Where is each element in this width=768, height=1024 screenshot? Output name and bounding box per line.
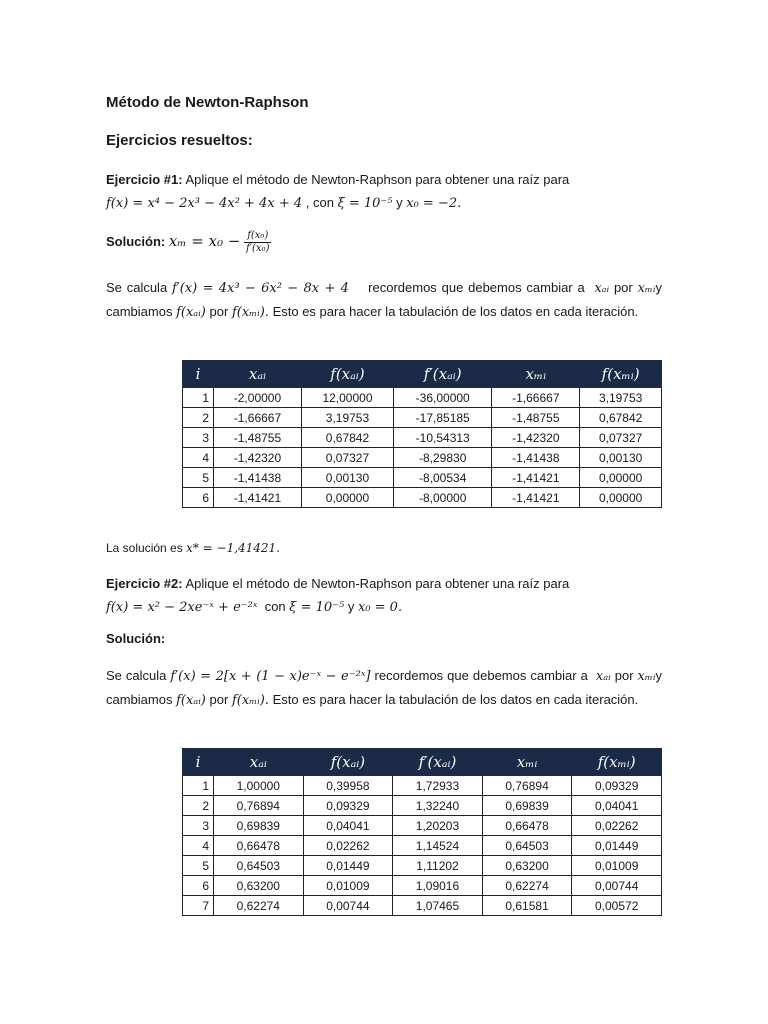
por2-b-text: por — [209, 692, 229, 707]
table-row — [183, 796, 662, 816]
section-title: Ejercicios resueltos: — [106, 132, 253, 149]
page-title: Método de Newton-Raphson — [106, 94, 309, 111]
table-cell: 5 — [183, 468, 214, 488]
table-cell: 0,62274 — [482, 876, 572, 896]
table-cell: 0,76894 — [482, 776, 572, 796]
table-cell: 0,64503 — [482, 836, 572, 856]
table-cell: 0,00000 — [301, 488, 393, 508]
table-cell: 0,00130 — [580, 448, 662, 468]
table-cell: -10,54313 — [394, 428, 492, 448]
table-cell: 0,00744 — [303, 896, 393, 916]
table-cell: 0,66478 — [482, 816, 572, 836]
table-row — [183, 488, 662, 508]
table-row — [183, 388, 662, 408]
table-cell: -8,00000 — [394, 488, 492, 508]
exercise-2-calc — [106, 664, 662, 712]
formula-lhs: xₘ = x₀ − — [168, 231, 241, 250]
table-cell: -1,41438 — [492, 448, 580, 468]
table-cell: -1,41421 — [492, 488, 580, 508]
table-row — [183, 428, 662, 448]
table-cell: 0,67842 — [301, 428, 393, 448]
xa-symbol: xₐᵢ — [594, 281, 610, 296]
table-1-body — [183, 388, 662, 508]
table-cell: -1,41438 — [214, 468, 302, 488]
table-row — [183, 448, 662, 468]
table-row — [183, 836, 662, 856]
table-cell: 3 — [183, 428, 214, 448]
table-cell: 0,01449 — [572, 836, 662, 856]
table-row — [183, 876, 662, 896]
table-cell: 1,11202 — [393, 856, 483, 876]
exercise-1-statement — [106, 168, 662, 215]
table-cell: 0,67842 — [580, 408, 662, 428]
exercise-1-tolerance: ξ = 10⁻⁵ — [337, 196, 393, 211]
table-row — [183, 468, 662, 488]
table-cell: 0,00000 — [580, 468, 662, 488]
derivative2-formula: f′(x) = 2[x + (1 − x)e⁻ˣ − e⁻²ˣ] — [170, 669, 371, 684]
exercise-2-y: y — [347, 599, 355, 614]
exercise-2-label: Ejercicio #2: — [106, 576, 183, 591]
table-row — [183, 856, 662, 876]
table-cell: 0,00130 — [301, 468, 393, 488]
table-cell: 0,09329 — [303, 796, 393, 816]
table-cell: 0,02262 — [572, 816, 662, 836]
table-cell: -1,41421 — [492, 468, 580, 488]
exercise-1-cond: , con — [305, 195, 334, 210]
table-cell: 0,00000 — [580, 488, 662, 508]
table-cell: -8,29830 — [394, 448, 492, 468]
calc-end: Esto es para hacer la tabulación de los datos en cada iteración. — [272, 304, 639, 319]
header-i: i — [183, 361, 214, 388]
table-header-row — [183, 361, 662, 388]
table-cell: 0,04041 — [303, 816, 393, 836]
solution-label: Solución: — [106, 233, 166, 249]
header-xm: xₘᵢ — [482, 749, 572, 776]
header-fxa: f(xₐᵢ) — [303, 749, 393, 776]
table-cell: 0,63200 — [482, 856, 572, 876]
header-xa: xₐᵢ — [214, 361, 302, 388]
table-cell: 0,64503 — [214, 856, 304, 876]
xm-symbol: xₘᵢ — [637, 281, 656, 296]
table-cell: -1,66667 — [492, 388, 580, 408]
header-fxm: f(xₘᵢ) — [580, 361, 662, 388]
table-cell: 4 — [183, 448, 214, 468]
table-cell: -36,00000 — [394, 388, 492, 408]
exercise-2-statement — [106, 572, 662, 619]
cambiamos2-text: y cambiamos — [106, 668, 662, 707]
exercise-2-tolerance: ξ = 10⁻⁵ — [289, 600, 345, 615]
header-fxa: f(xₐᵢ) — [301, 361, 393, 388]
table-row — [183, 776, 662, 796]
table-cell: 0,01009 — [572, 856, 662, 876]
table-cell: 5 — [183, 856, 214, 876]
table-cell: 2 — [183, 408, 214, 428]
header-i: i — [183, 749, 214, 776]
calc-mid: recordemos que debemos cambiar a — [368, 280, 585, 295]
table-cell: -17,85185 — [394, 408, 492, 428]
table-cell: 3,19753 — [580, 388, 662, 408]
exercise-2-cond: con — [264, 599, 286, 614]
table-cell: 1,72933 — [393, 776, 483, 796]
table-cell: 1 — [183, 776, 214, 796]
exercise-1-x0: x₀ = −2. — [406, 196, 462, 211]
table-cell: 1,07465 — [393, 896, 483, 916]
exercise-2-text: Aplique el método de Newton-Raphson para obtener una raíz para — [185, 576, 570, 591]
header-fxm: f(xₘᵢ) — [572, 749, 662, 776]
xa2-symbol: xₐᵢ — [595, 669, 611, 684]
result-value: x* = −1,41421. — [186, 541, 281, 555]
table-cell: -1,48755 — [214, 428, 302, 448]
table-cell: 0,76894 — [214, 796, 304, 816]
table-cell: 0,01449 — [303, 856, 393, 876]
iteration-table-2 — [182, 748, 662, 916]
table-cell: 3 — [183, 816, 214, 836]
table-cell: 0,69839 — [482, 796, 572, 816]
exercise-1-function: f(x) = x⁴ − 2x³ − 4x² + 4x + 4 — [106, 196, 303, 211]
table-row — [183, 816, 662, 836]
por2-a-text: por — [614, 668, 634, 683]
table-cell: 0,00572 — [572, 896, 662, 916]
table-cell: 2 — [183, 796, 214, 816]
formula-numerator: f(x₀) — [244, 230, 271, 243]
table-cell: 0,07327 — [580, 428, 662, 448]
exercise-1-calc — [106, 276, 662, 324]
table-cell: 6 — [183, 488, 214, 508]
table-cell: 0,02262 — [303, 836, 393, 856]
table-header-row — [183, 749, 662, 776]
table-cell: 1 — [183, 388, 214, 408]
table-cell: 3,19753 — [301, 408, 393, 428]
table-cell: 0,07327 — [301, 448, 393, 468]
fxa2-symbol: f(xₐᵢ) — [176, 693, 206, 708]
header-dfxa: f′(xₐᵢ) — [394, 361, 492, 388]
table-cell: -1,42320 — [492, 428, 580, 448]
result-label: La solución es — [106, 541, 183, 555]
table-cell: 12,00000 — [301, 388, 393, 408]
table-cell: 1,14524 — [393, 836, 483, 856]
exercise-1-result — [106, 541, 280, 555]
table-cell: -1,48755 — [492, 408, 580, 428]
formula-fraction — [244, 230, 271, 255]
xm2-symbol: xₘᵢ — [637, 669, 656, 684]
calc2-end: Esto es para hacer la tabulación de los datos en cada iteración. — [272, 692, 639, 707]
table-cell: 0,66478 — [214, 836, 304, 856]
table-cell: 0,39958 — [303, 776, 393, 796]
derivative-formula: f′(x) = 4x³ − 6x² − 8x + 4 — [172, 281, 349, 296]
table-cell: 1,00000 — [214, 776, 304, 796]
table-cell: 6 — [183, 876, 214, 896]
exercise-2-x0: x₀ = 0. — [357, 600, 403, 615]
table-cell: 1,20203 — [393, 816, 483, 836]
table-cell: 0,01009 — [303, 876, 393, 896]
table-cell: 0,61581 — [482, 896, 572, 916]
exercise-1-y: y — [396, 195, 403, 210]
table-cell: 0,69839 — [214, 816, 304, 836]
exercise-1-label: Ejercicio #1: — [106, 172, 183, 187]
table-cell: 0,00744 — [572, 876, 662, 896]
exercise-2-solution-label: Solución: — [106, 631, 166, 646]
table-cell: 4 — [183, 836, 214, 856]
header-xm: xₘᵢ — [492, 361, 580, 388]
header-dfxa: f′(xₐᵢ) — [393, 749, 483, 776]
table-cell: -1,41421 — [214, 488, 302, 508]
fxm-symbol: f(xₘᵢ). — [231, 305, 269, 320]
table-cell: -1,66667 — [214, 408, 302, 428]
exercise-1-solution — [106, 230, 271, 255]
formula-denominator: f′(x₀) — [246, 243, 270, 254]
cambiamos-text: y cambiamos — [106, 280, 662, 319]
table-row — [183, 896, 662, 916]
table-cell: 1,32240 — [393, 796, 483, 816]
table-2-body — [183, 776, 662, 916]
table-cell: 0,62274 — [214, 896, 304, 916]
fxa-symbol: f(xₐᵢ) — [176, 305, 206, 320]
table-cell: 1,09016 — [393, 876, 483, 896]
header-xa: xₐᵢ — [214, 749, 304, 776]
exercise-1-text: Aplique el método de Newton-Raphson para obtener una raíz para — [185, 172, 570, 187]
exercise-2-function: f(x) = x² − 2xe⁻ˣ + e⁻²ˣ — [106, 600, 258, 615]
calc2-mid: recordemos que debemos cambiar a — [374, 668, 588, 683]
table-cell: -2,00000 — [214, 388, 302, 408]
fxm2-symbol: f(xₘᵢ). — [231, 693, 269, 708]
por2-text: por — [209, 304, 229, 319]
table-cell: -8,00534 — [394, 468, 492, 488]
table-cell: 0,04041 — [572, 796, 662, 816]
table-cell: -1,42320 — [214, 448, 302, 468]
iteration-table-1 — [182, 360, 662, 508]
calc-pre: Se calcula — [106, 280, 168, 295]
table-row — [183, 408, 662, 428]
table-cell: 7 — [183, 896, 214, 916]
calc2-pre: Se calcula — [106, 668, 167, 683]
table-cell: 0,09329 — [572, 776, 662, 796]
por-text: por — [613, 280, 633, 295]
table-cell: 0,63200 — [214, 876, 304, 896]
